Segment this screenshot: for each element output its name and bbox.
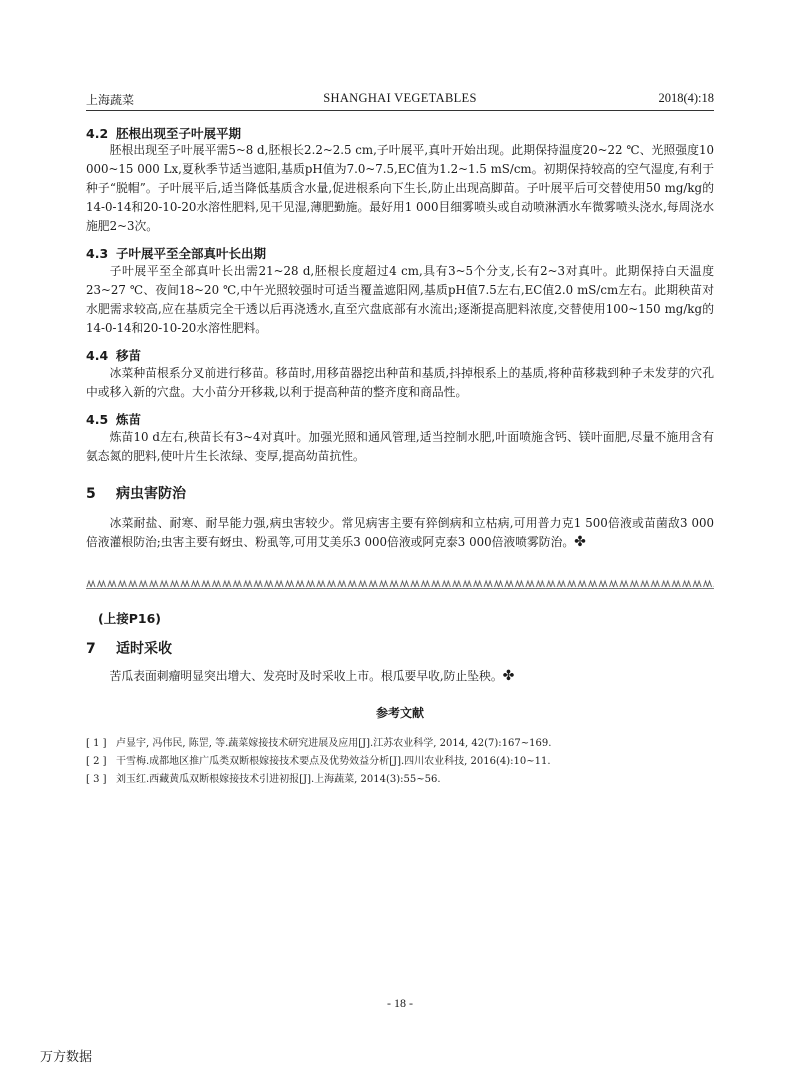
continued-from-note: (上接P16) [98,611,161,626]
section-7-text: 苦瓜表面刺瘤明显突出增大、发亮时及时采收上市。根瓜要早收,防止坠秧。 [109,669,503,683]
issue-info: 2018(4):18 [658,91,714,105]
section-5-body [86,514,714,552]
section-4-5-body: 炼苗10 d左右,秧苗长有3~4对真叶。加强光照和通风管理,适当控制水肥,叶面喷施含钙、镁叶面肥,尽量不施用含有氨态氮的肥料,使叶片生长浓绿、变厚,提高幼苗抗性。 [86,430,714,463]
section-number: 7 [86,641,96,657]
reference-item [86,752,714,767]
journal-name-en: SHANGHAI VEGETABLES [323,91,477,105]
reference-text: 卢显宇, 冯伟民, 陈罡, 等.蔬菜嫁接技术研究进展及应用[J].江苏农业科学, 2014, 42(7):167~169. [116,738,552,749]
header-divider [86,110,714,111]
reference-text: 刘玉红.西藏黄瓜双断根嫁接技术引进初报[J].上海蔬菜, 2014(3):55~56. [116,774,441,785]
separator-pattern-icon [86,578,714,590]
section-number: 4.2 [86,126,109,141]
reference-number: [ 1 ] [86,738,107,749]
section-title: 适时采收 [116,641,172,657]
section-title: 炼苗 [116,412,142,427]
section-5-text: 冰菜耐盐、耐寒、耐旱能力强,病虫害较少。常见病害主要有猝倒病和立枯病,可用普力克1 500倍液或苗菌敌3 000倍液灌根防治;虫害主要有蚜虫、粉虱等,可用艾美乐3 000倍液或阿克泰3 000倍液喷雾防治。 [86,516,714,549]
section-heading-5 [86,483,186,503]
section-heading-4-4 [86,346,141,364]
end-mark-icon: ✤ [502,668,515,684]
section-heading-4-3 [86,244,266,262]
reference-text: 干雪梅.成都地区推广瓜类双断根嫁接技术要点及优势效益分析[J].四川农业科技, 2016(4):10~11. [116,756,551,767]
section-7-body [86,667,714,686]
section-4-4-body: 冰菜种苗根系分叉前进行移苗。移苗时,用移苗器挖出种苗和基质,抖掉根系上的基质,将种苗移栽到种子未发芽的穴孔中或移入新的穴盘。大小苗分开移栽,以利于提高种苗的整齐度和商品性。 [86,366,714,399]
section-heading-7 [86,638,172,658]
reference-number: [ 3 ] [86,774,107,785]
journal-name-cn: 上海蔬菜 [86,93,135,107]
references-title: 参考文献 [375,706,424,720]
section-heading-4-2 [86,124,241,142]
section-title: 胚根出现至子叶展平期 [116,126,242,141]
reference-item [86,734,714,749]
section-number: 4.3 [86,246,109,261]
section-4-3-body: 子叶展平至全部真叶长出需21~28 d,胚根长度超过4 cm,具有3~5个分支,长有2~3对真叶。此期保持白天温度23~27 ℃、夜间18~20 ℃,中午光照较强时可适当覆盖遮阳网,基质pH值7.5左右,EC值2.0 mS/cm左右。此期秧苗对水肥需求较高,应在基质完全干透以后再浇透水,直至穴盘底部有水流出;逐渐提高肥料浓度,交替使用100~150 mg/kg的14-0-14和20-10-20水溶性肥料。 [86,264,714,335]
section-title: 子叶展平至全部真叶长出期 [116,246,267,261]
section-4-2-body: 胚根出现至子叶展平需5~8 d,胚根长2.2~2.5 cm,子叶展平,真叶开始出现。此期保持温度20~22 ℃、光照强度10 000~15 000 Lx,夏秋季节适当遮阳,基质pH值为7.0~7.5,EC值为1.2~1.5 mS/cm。初期保持较高的空气湿度,有利于种子“脱帽”。子叶展平后,适当降低基质含水量,促进根系向下生长,防止出现高脚苗。子叶展平后可交替使用50 mg/kg的14-0-14和20-10-20水溶性肥料,见干见湿,薄肥勤施。最好用1 000目细雾喷头或自动喷淋洒水车微雾喷头浇水,每周浇水施肥2~3次。 [86,143,714,233]
source-watermark: 万方数据 [40,1050,93,1065]
section-number: 5 [86,486,96,502]
section-title: 移苗 [116,348,142,363]
section-title: 病虫害防治 [116,486,186,502]
page-number: - 18 - [387,996,413,1010]
reference-number: [ 2 ] [86,756,107,767]
decorative-separator [86,578,714,590]
section-number: 4.4 [86,348,109,363]
end-mark-icon: ✤ [574,534,586,550]
section-number: 4.5 [86,412,109,427]
reference-item [86,770,714,785]
section-heading-4-5 [86,410,141,428]
